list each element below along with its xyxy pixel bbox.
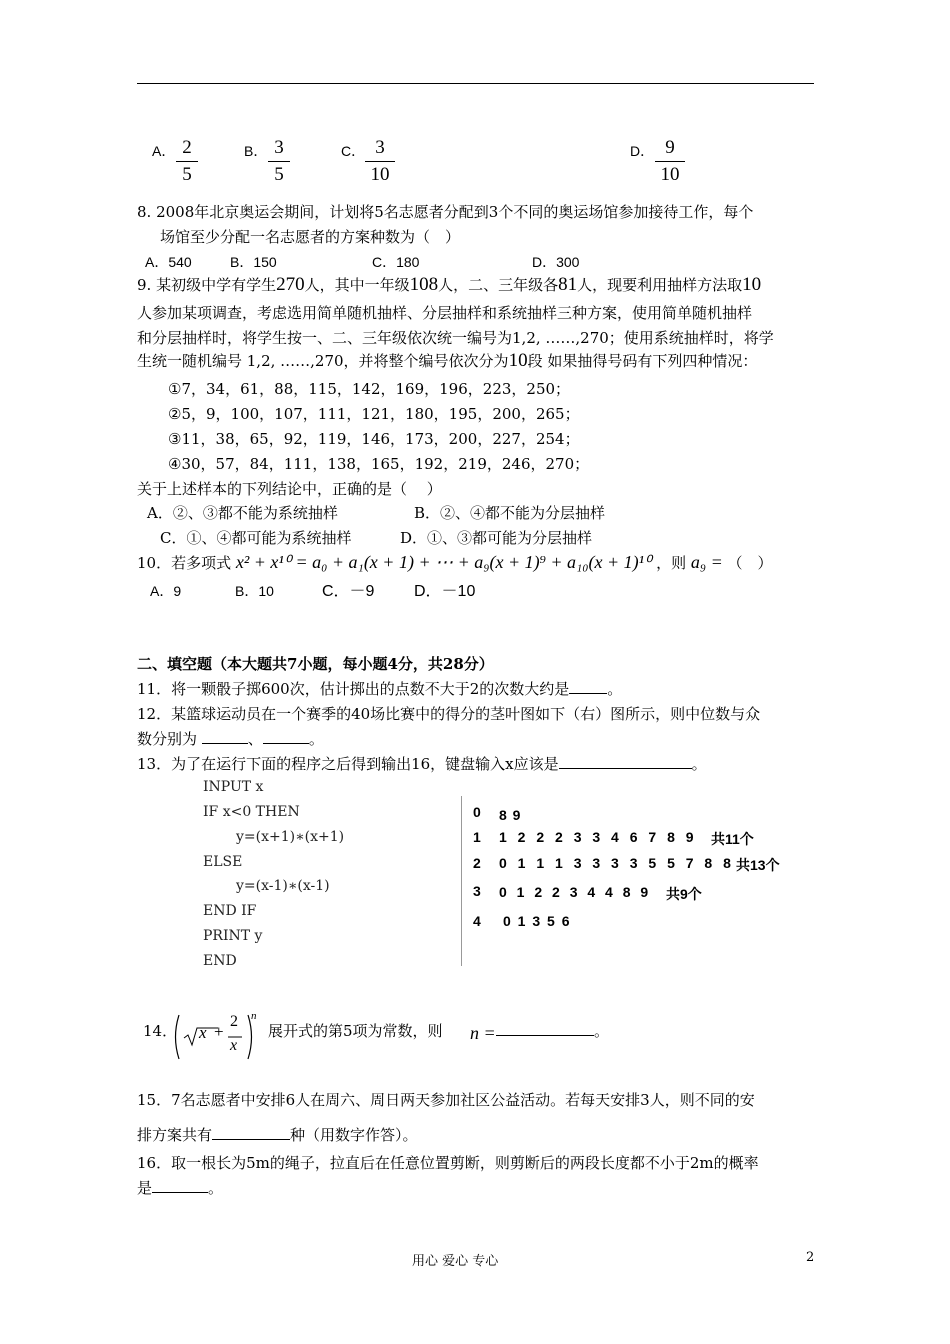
q9-option-a: A．②、③都不能为系统抽样 — [147, 504, 338, 522]
q15-line2: 排方案共有 种（用数字作答）。 — [137, 1126, 418, 1144]
q8-option-c: C．180 — [372, 254, 420, 270]
section-2-heading: 二、填空题（本大题共7小题，每小题4分，共28分） — [137, 655, 494, 673]
stem: 1 — [473, 829, 482, 845]
q10-formula: x² + x¹⁰ = a₀ + a₁(x + 1) + ⋯ + a₉(x + 1)⁹ + a₁₀(x + 1)¹⁰ — [235, 552, 652, 572]
header-rule — [137, 83, 814, 84]
q14-text: 展开式的第5项为常数，则 — [268, 1022, 443, 1040]
q14-variable: n = — [470, 1023, 496, 1043]
program-line: INPUT x — [203, 779, 264, 795]
program-line: ELSE — [203, 854, 243, 870]
q7-option-a-label: A． — [152, 143, 176, 159]
q11: 11．将一颗骰子掷600次，估计掷出的点数不大于2的次数大约是 。 — [137, 680, 623, 698]
q15-line1: 15．7名志愿者中安排6人在周六、周日两天参加社区公益活动。若每天安排3人，则不同的安 — [137, 1091, 755, 1109]
q9-option-d: D．①、③都可能为分层抽样 — [400, 529, 593, 547]
q11-blank[interactable] — [569, 679, 607, 694]
program-line: END — [203, 953, 237, 969]
q8-line1: 8. 2008年北京奥运会期间，计划将5名志愿者分配到3个不同的奥运场馆参加接待工作，每个 — [137, 203, 754, 221]
stem: 0 — [473, 804, 482, 820]
q9-line3: 和分层抽样时，将学生按一、二、三年级依次统一编号为1,2, ……,270；使用系统抽样时，将学 — [137, 329, 774, 347]
q14-blank[interactable] — [496, 1021, 594, 1036]
footer-center: 用心 爱心 专心 — [412, 1254, 499, 1269]
q9-case-2: ②5，9，100，107，111，121，180，195，200，265； — [168, 405, 580, 423]
stem: 4 — [473, 913, 482, 929]
leaf-count: 共13个 — [736, 857, 780, 873]
q8-option-a: A．540 — [145, 254, 192, 270]
q7-option-d-label: D． — [630, 143, 655, 159]
q13: 13．为了在运行下面的程序之后得到输出16，键盘输入x应该是 。 — [137, 755, 707, 773]
q7-option-a-fraction: 2 5 — [176, 136, 198, 187]
q14-plus: + — [214, 1022, 224, 1041]
leaf-count: 共11个 — [711, 831, 754, 847]
q15-blank[interactable] — [212, 1125, 290, 1140]
leaves: 0 1 2 2 3 4 4 8 9 — [499, 884, 650, 900]
q8-line2: 场馆至少分配一名志愿者的方案种数为（ ） — [160, 228, 461, 246]
stem: 2 — [473, 855, 482, 871]
q7-option-d-fraction: 9 10 — [655, 136, 685, 187]
q9-case-1: ①7，34，61，88，115，142，169，196，223，250； — [168, 380, 571, 398]
q14-numerator: 2 — [230, 1013, 238, 1030]
q16-line2: 是 。 — [137, 1179, 224, 1197]
q8-option-d: D．300 — [532, 254, 580, 270]
q9-line4: 生统一随机编号 1,2, ……,270，并将整个编号依次分为10段 如果抽得号码有下列四种情况： — [137, 350, 758, 371]
leaves: 1 2 2 2 3 3 4 6 7 8 9 — [499, 829, 695, 845]
q12-blank-mode[interactable] — [263, 729, 309, 744]
q7-option-c-fraction: 3 10 — [365, 136, 395, 187]
page-number: 2 — [806, 1250, 815, 1265]
q14-answer: 。 — [496, 1020, 609, 1041]
q14-sqrt-x: x — [199, 1023, 207, 1042]
q9-option-b: B．②、④都不能为分层抽样 — [414, 504, 606, 522]
q10-option-c: C．－9 — [322, 583, 375, 600]
q10-option-b: B．10 — [235, 583, 274, 599]
q10-option-d: D．－10 — [414, 583, 476, 600]
stem: 3 — [473, 883, 482, 899]
program-line: END IF — [203, 903, 257, 919]
q14-denominator: x — [230, 1037, 238, 1054]
q13-blank[interactable] — [559, 754, 692, 769]
q7-option-b-label: B． — [244, 143, 268, 159]
q9-line2: 人参加某项调查，考虑选用简单随机抽样、分层抽样和系统抽样三种方案，使用简单随机抽样 — [137, 304, 753, 322]
q9-option-c: C．①、④都可能为系统抽样 — [160, 529, 352, 547]
q10-line: 10．若多项式 x² + x¹⁰ = a₀ + a₁(x + 1) + ⋯ + a₉(x + 1)⁹ + a₁₀(x + 1)¹⁰ ，则 a₉ = （ ） — [137, 552, 773, 572]
q16-line1: 16．取一根长为5m的绳子，拉直后在任意位置剪断，则剪断后的两段长度都不小于2m的概率 — [137, 1154, 759, 1172]
q7-option-b-fraction: 3 5 — [268, 136, 290, 187]
q9-case-4: ④30，57，84，111，138，165，192，219，246，270； — [168, 455, 590, 473]
q9-case-3: ③11，38，65，92，119，146，173，200，227，254； — [168, 430, 580, 448]
q12-line2: 数分别为 、 。 — [137, 730, 324, 748]
q14-label: 14． — [143, 1022, 178, 1040]
q10-target: a₉ = — [690, 552, 723, 572]
program-line: IF x<0 THEN — [203, 804, 300, 820]
leaves: 0 1 3 5 6 — [503, 913, 571, 929]
q9-question: 关于上述样本的下列结论中，正确的是（ ） — [137, 480, 442, 498]
q16-blank[interactable] — [152, 1178, 208, 1193]
program-line: y=(x+1)∗(x+1) — [236, 829, 345, 845]
q7-option-c-label: C． — [341, 143, 366, 159]
leaves: 0 1 1 1 3 3 3 3 5 5 7 8 8 — [499, 855, 732, 871]
q12-blank-median[interactable] — [202, 729, 248, 744]
q10-option-a: A．9 — [150, 583, 182, 599]
q9-line1: 9. 某初级中学有学生270人，其中一年级108人，二、三年级各81人，现要利用抽样方法取10 — [137, 274, 762, 295]
q12-line1: 12．某篮球运动员在一个赛季的40场比赛中的得分的茎叶图如下（右）图所示，则中位数与众 — [137, 705, 761, 723]
q14-exponent: n — [251, 1010, 257, 1022]
leaves: 8 9 — [499, 807, 522, 823]
leaf-count: 共9个 — [666, 886, 702, 902]
program-line: PRINT y — [203, 928, 263, 944]
stem-leaf-divider — [461, 796, 462, 966]
q8-option-b: B．150 — [230, 254, 277, 270]
program-line: y=(x-1)∗(x-1) — [236, 878, 330, 894]
